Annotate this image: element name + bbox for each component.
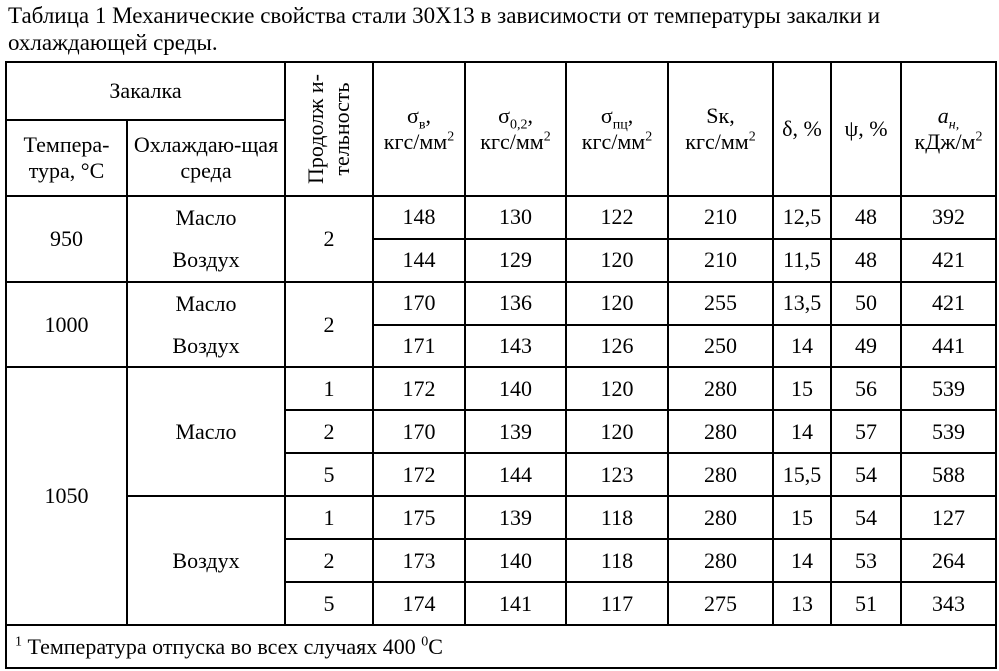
cell-value: 122	[566, 196, 668, 239]
table-caption: Таблица 1 Механические свойства стали 30Х13 в зависимости от температуры закалки и охлаждающей среды.	[8, 3, 881, 55]
cell-temperature: 1000	[6, 282, 127, 368]
cell-value: 148	[373, 196, 465, 239]
cell-value: 57	[831, 410, 901, 453]
header-duration: Продолж и-тельность	[285, 62, 373, 196]
cell-medium: Воздух	[127, 496, 285, 625]
cell-value: 12,5	[773, 196, 831, 239]
cell-value: 539	[901, 367, 996, 410]
cell-value: 118	[566, 496, 668, 539]
table-row	[6, 196, 996, 239]
cell-temperature: 950	[6, 196, 127, 282]
cell-value: 48	[831, 196, 901, 239]
cell-medium: Масло	[127, 196, 285, 239]
table-row	[6, 325, 996, 368]
cell-duration: 5	[285, 453, 373, 496]
cell-value: 210	[668, 196, 773, 239]
cell-value: 172	[373, 453, 465, 496]
cell-value: 588	[901, 453, 996, 496]
cell-value: 275	[668, 582, 773, 625]
cell-value: 49	[831, 325, 901, 368]
cell-value: 144	[373, 239, 465, 282]
cell-value: 136	[465, 282, 566, 325]
cell-value: 48	[831, 239, 901, 282]
cell-value: 13	[773, 582, 831, 625]
cell-value: 14	[773, 325, 831, 368]
cell-value: 343	[901, 582, 996, 625]
cell-value: 173	[373, 539, 465, 582]
cell-value: 54	[831, 496, 901, 539]
cell-value: 120	[566, 367, 668, 410]
cell-value: 392	[901, 196, 996, 239]
cell-duration: 2	[285, 410, 373, 453]
cell-value: 174	[373, 582, 465, 625]
table-row	[6, 496, 996, 539]
cell-value: 421	[901, 282, 996, 325]
cell-value: 139	[465, 496, 566, 539]
cell-medium: Воздух	[127, 239, 285, 282]
cell-value: 15,5	[773, 453, 831, 496]
cell-value: 144	[465, 453, 566, 496]
cell-value: 139	[465, 410, 566, 453]
cell-value: 14	[773, 410, 831, 453]
cell-value: 264	[901, 539, 996, 582]
cell-value: 120	[566, 239, 668, 282]
cell-value: 140	[465, 539, 566, 582]
cell-value: 127	[901, 496, 996, 539]
cell-value: 141	[465, 582, 566, 625]
cell-value: 441	[901, 325, 996, 368]
properties-table	[5, 61, 997, 669]
cell-value: 129	[465, 239, 566, 282]
cell-value: 14	[773, 539, 831, 582]
cell-value: 170	[373, 282, 465, 325]
cell-medium: Воздух	[127, 325, 285, 368]
cell-value: 51	[831, 582, 901, 625]
header-psi: ψ, %	[831, 62, 901, 196]
header-an: $а_{н,}$ кДж/$м^2$	[901, 62, 996, 196]
cell-value: 255	[668, 282, 773, 325]
table-footnote: $^1$ Температура отпуска во всех случаях 400 $^0$С	[6, 625, 996, 668]
cell-duration: 2	[285, 196, 373, 282]
cell-value: 171	[373, 325, 465, 368]
cell-value: 15	[773, 367, 831, 410]
cell-value: 539	[901, 410, 996, 453]
cell-value: 118	[566, 539, 668, 582]
cell-value: 210	[668, 239, 773, 282]
header-temperature: Темпера-тура, °С	[6, 120, 127, 196]
cell-value: 50	[831, 282, 901, 325]
cell-value: 143	[465, 325, 566, 368]
table-row	[6, 367, 996, 410]
cell-value: 140	[465, 367, 566, 410]
cell-value: 11,5	[773, 239, 831, 282]
header-sigma-b: $\sigma_в$, кгс/$мм^2$	[373, 62, 465, 196]
cell-medium: Масло	[127, 282, 285, 325]
cell-value: 175	[373, 496, 465, 539]
cell-duration: 2	[285, 539, 373, 582]
cell-duration: 1	[285, 367, 373, 410]
cell-medium: Масло	[127, 367, 285, 496]
cell-value: 126	[566, 325, 668, 368]
cell-duration: 1	[285, 496, 373, 539]
cell-value: 15	[773, 496, 831, 539]
header-delta: δ, %	[773, 62, 831, 196]
cell-value: 120	[566, 410, 668, 453]
table-row	[6, 239, 996, 282]
header-sigma-02: $\sigma_{0,2}$, кгс/$мм^2$	[465, 62, 566, 196]
cell-value: 120	[566, 282, 668, 325]
cell-value: 280	[668, 496, 773, 539]
cell-value: 172	[373, 367, 465, 410]
header-sigma-pc: $\sigma_{пц}$, кгс/$мм^2$	[566, 62, 668, 196]
cell-value: 53	[831, 539, 901, 582]
cell-value: 421	[901, 239, 996, 282]
cell-value: 54	[831, 453, 901, 496]
header-quench: Закалка	[6, 62, 285, 120]
header-medium: Охлаждаю-щая среда	[127, 120, 285, 196]
cell-temperature: 1050	[6, 367, 127, 625]
cell-value: 280	[668, 367, 773, 410]
cell-value: 56	[831, 367, 901, 410]
cell-duration: 5	[285, 582, 373, 625]
cell-value: 130	[465, 196, 566, 239]
header-sk: Sк, кгс/$мм^2$	[668, 62, 773, 196]
cell-value: 280	[668, 539, 773, 582]
cell-value: 123	[566, 453, 668, 496]
cell-duration: 2	[285, 282, 373, 368]
cell-value: 250	[668, 325, 773, 368]
cell-value: 280	[668, 453, 773, 496]
cell-value: 280	[668, 410, 773, 453]
cell-value: 170	[373, 410, 465, 453]
cell-value: 117	[566, 582, 668, 625]
cell-value: 13,5	[773, 282, 831, 325]
table-row	[6, 282, 996, 325]
